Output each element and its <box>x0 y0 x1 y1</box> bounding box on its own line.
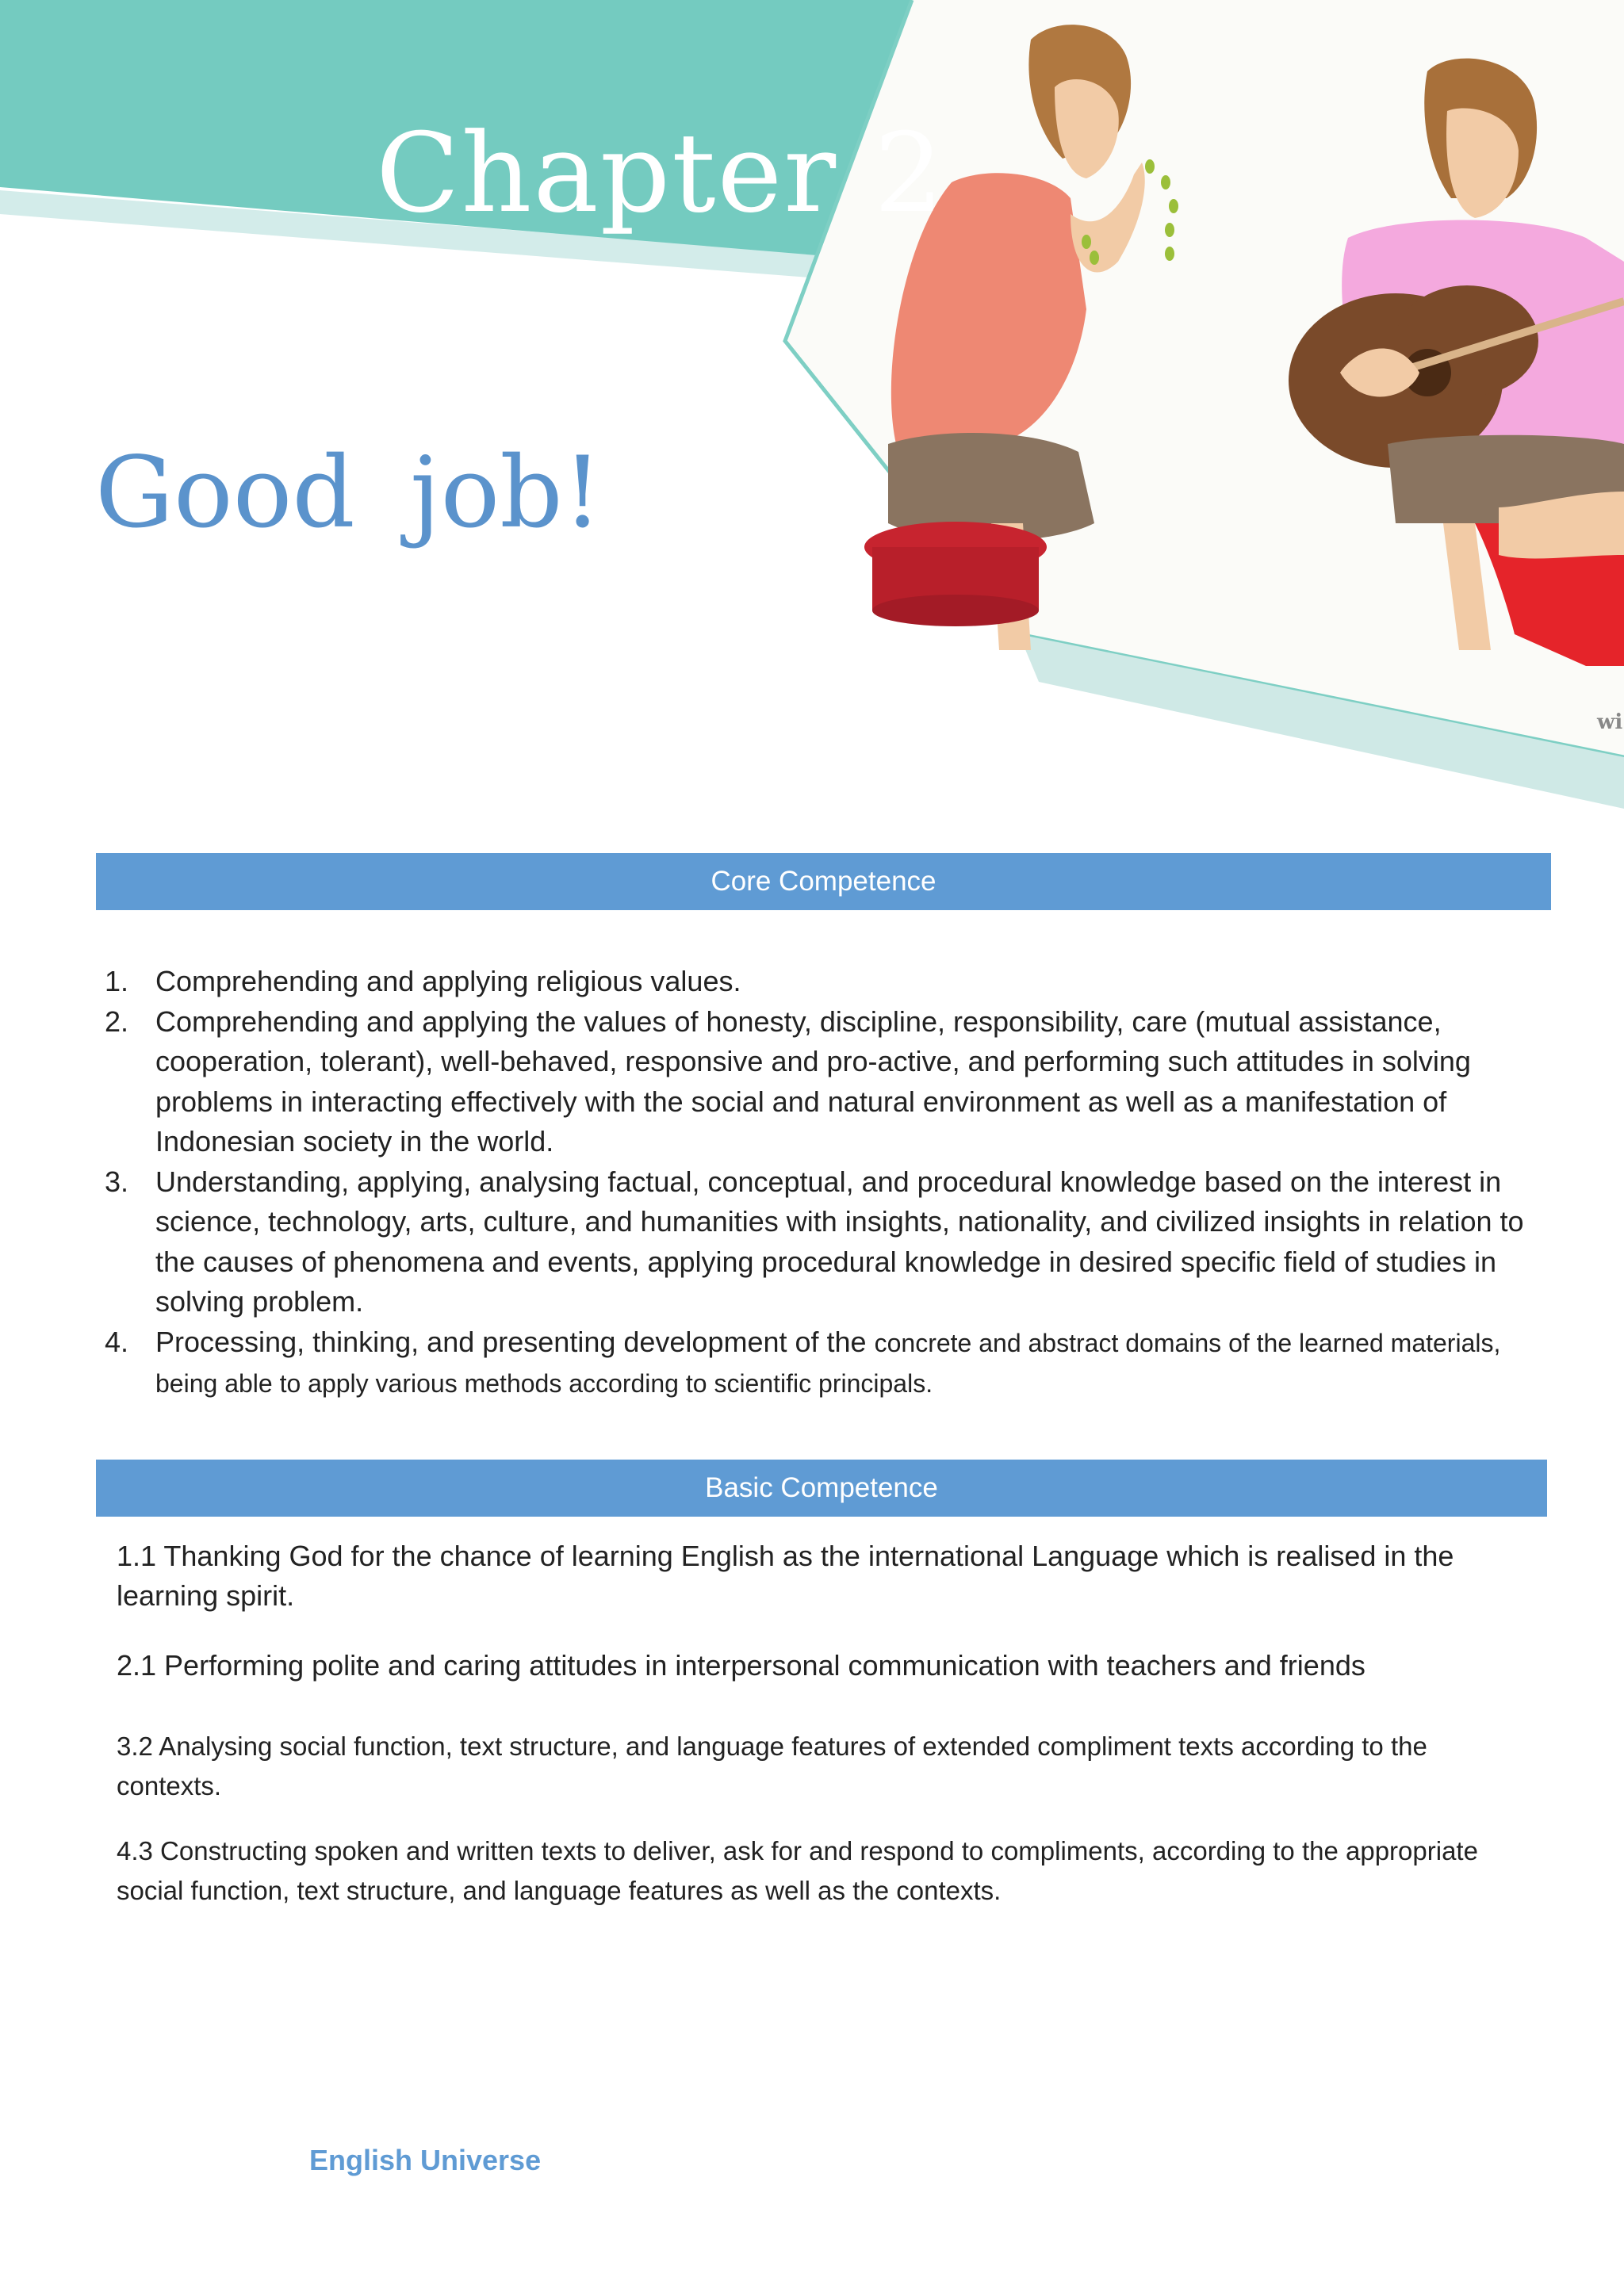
basic-competence-item: 1.1 Thanking God for the chance of learning English as the international Language which is realised in the learning spirit. <box>117 1540 1454 1612</box>
list-item <box>105 1162 1532 1322</box>
list-item-number: 4. <box>105 1325 129 1358</box>
list-item-text: Comprehending and applying the values of honesty, discipline, responsibility, care (mutual assistance, cooperation, tolerant), well-behaved, responsive and pro-active, and performing such attitudes in solving problems in interacting effectively with the social and natural environment as well as a manifestation of Indonesian society in the world. <box>155 1004 1471 1158</box>
list-item <box>105 962 1532 1002</box>
list-item <box>105 1322 1532 1404</box>
page-headline: Good job! <box>95 436 603 550</box>
list-item-text: Understanding, applying, analysing factual, conceptual, and procedural knowledge based on the interest in science, technology, arts, culture, and humanities with insights, nationality, and civilized insights in relation to the causes of phenomena and events, applying procedural knowledge in desired specific field of studies in solving problem. <box>155 1165 1524 1318</box>
footer-brand: English Universe <box>309 2144 542 2176</box>
basic-competence-heading: Basic Competence <box>96 1460 1547 1517</box>
basic-competence-item: 3.2 Analysing social function, text structure, and language features of extended compliment texts according to the contexts. <box>117 1732 1427 1800</box>
basic-competence-item: 4.3 Constructing spoken and written texts to deliver, ask for and respond to compliments, according to the appropriate social function, text structure, and language features as well as the contexts. <box>117 1836 1478 1905</box>
basic-competence-item: 2.1 Performing polite and caring attitudes in interpersonal communication with teachers and friends <box>117 1649 1365 1682</box>
list-item-number: 3. <box>105 1165 129 1198</box>
core-competence-list <box>105 962 1532 1404</box>
list-item-text: Comprehending and applying religious values. <box>155 965 741 997</box>
list-item-text: Processing, thinking, and presenting development of the <box>155 1325 867 1358</box>
core-competence-heading: Core Competence <box>96 853 1551 910</box>
chapter-title: Chapter 2 <box>376 109 945 237</box>
list-item <box>105 1002 1532 1162</box>
list-item-number: 2. <box>105 1004 129 1038</box>
list-item-text-continued: concrete and abstract domains of the learned materials, being able to apply various methods according to scientific principals. <box>155 1328 1501 1398</box>
illustration-watermark: wi <box>1597 710 1623 734</box>
list-item-number: 1. <box>105 965 129 997</box>
